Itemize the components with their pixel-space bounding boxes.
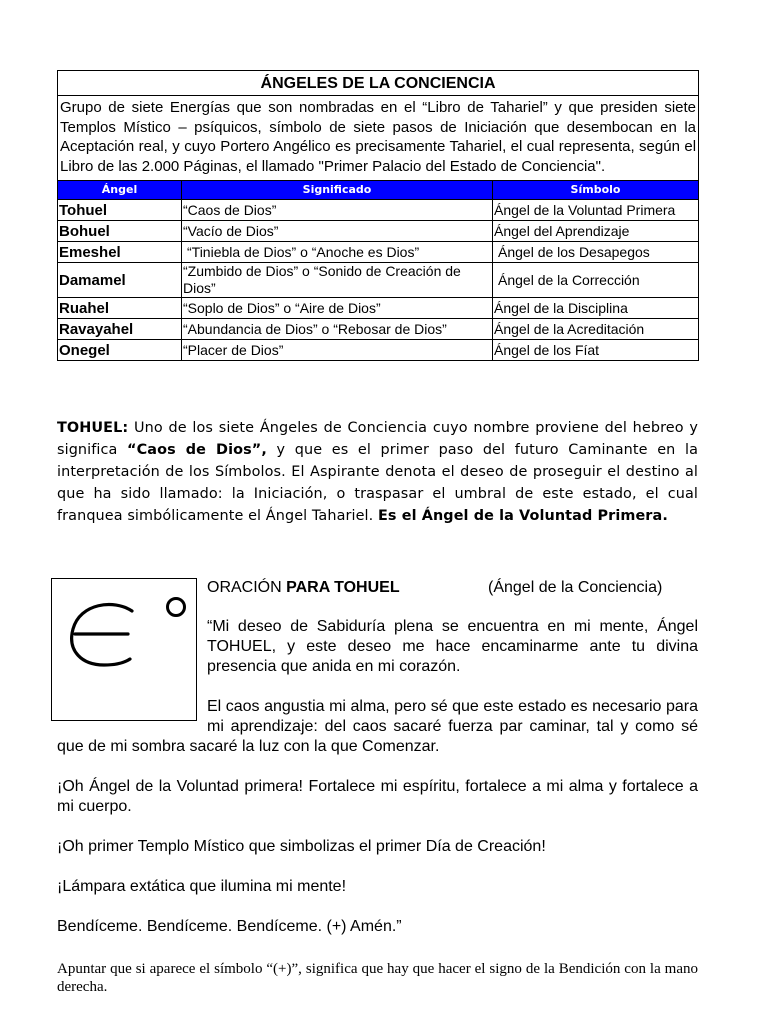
prayer-heading-bold: PARA TOHUEL (286, 579, 400, 596)
prayer-paragraph: ¡Lámpara extática que ilumina mi mente! (57, 878, 347, 895)
table-title: ÁNGELES DE LA CONCIENCIA (58, 71, 699, 96)
prayer-paragraph: “Mi deseo de Sabiduría plena se encuentra en mi mente, Ángel TOHUEL, y este deseo me hace encaminarme ante tu divina presencia que anida en mi corazón. (207, 618, 698, 675)
table-description: Grupo de siete Energías que son nombradas en el “Libro de Tahariel” y que presiden siete Templos Místico – psíquicos, símbolo de siete pasos de Iniciación que desembocan en la Aceptación real, y cuyo Portero Angélico es precisamente Tahariel, el cual representa, según el Libro de las 2.000 Páginas, el llamado "Primer Palacio del Estado de Conciencia". (58, 96, 699, 181)
angel-name: Bohuel (58, 221, 182, 242)
angel-symbol: Ángel de la Voluntad Primera (493, 200, 699, 221)
prayer-paragraph: El caos angustia mi alma, pero sé que este estado es necesario para mi aprendizaje: del caos sacaré fuerza par caminar, tal y como sé que de mi sombra sacaré la luz con la que Comenzar. (57, 698, 698, 755)
angel-meaning: “Tiniebla de Dios” o “Anoche es Dios” (182, 242, 493, 263)
prayer-text (57, 617, 698, 957)
table-row (58, 242, 699, 263)
angels-table (57, 70, 699, 361)
intro-text-1: Uno de los siete Ángeles de Conciencia cuyo nombre proviene del hebreo y significa (57, 420, 698, 458)
angel-name: Tohuel (58, 200, 182, 221)
column-header-symbol: Símbolo (493, 181, 699, 200)
prayer-paragraph: ¡Oh primer Templo Místico que simbolizas el primer Día de Creación! (57, 838, 546, 855)
table-row (58, 298, 699, 319)
table-row (58, 319, 699, 340)
column-header-angel: Ángel (58, 181, 182, 200)
table-row (58, 200, 699, 221)
angel-meaning: “Vacío de Dios” (182, 221, 493, 242)
intro-closing: Es el Ángel de la Voluntad Primera. (378, 508, 668, 524)
table-row (58, 340, 699, 361)
angel-symbol: Ángel de la Disciplina (493, 298, 699, 319)
table-row (58, 221, 699, 242)
table-header-row (58, 181, 699, 200)
angel-symbol: Ángel de la Acreditación (493, 319, 699, 340)
footnote: Apuntar que si aparece el símbolo “(+)”, significa que hay que hacer el signo de la Bendición con la mano derecha. (57, 961, 698, 995)
angel-meaning: “Placer de Dios” (182, 340, 493, 361)
prayer-heading-prefix: ORACIÓN (207, 579, 287, 596)
prayer-paragraph: ¡Oh Ángel de la Voluntad primera! Fortalece mi espíritu, fortalece a mi alma y fortalece a mi cuerpo. (57, 778, 698, 815)
angel-meaning: “Zumbido de Dios” o “Sonido de Creación de Dios” (182, 263, 493, 298)
prayer-heading-note: (Ángel de la Conciencia) (488, 579, 663, 596)
angel-symbol: Ángel de los Fíat (493, 340, 699, 361)
angel-name: Onegel (58, 340, 182, 361)
angel-symbol: Ángel de los Desapegos (493, 242, 699, 263)
angel-name: Damamel (58, 263, 182, 298)
angel-name: Emeshel (58, 242, 182, 263)
angel-symbol: Ángel del Aprendizaje (493, 221, 699, 242)
prayer-heading (207, 578, 707, 598)
angel-name: Ravayahel (58, 319, 182, 340)
prayer-paragraph: Bendíceme. Bendíceme. Bendíceme. (+) Amén.” (57, 918, 402, 935)
tohuel-description (57, 417, 698, 527)
table-row (58, 263, 699, 298)
tohuel-label: TOHUEL: (57, 420, 129, 436)
intro-meaning: “Caos de Dios”, (127, 442, 267, 458)
angel-name: Ruahel (58, 298, 182, 319)
intro-text-2: y que es el primer paso del futuro Caminante en la interpretación de los Símbolos. El Aspirante denota el deseo de proseguir el destino al que ha sido llamado: la Iniciación, o traspasar el umbral de este estado, el cual franquea simbólicamente el Ángel Tahariel. (57, 442, 698, 524)
column-header-meaning: Significado (182, 181, 493, 200)
angel-meaning: “Caos de Dios” (182, 200, 493, 221)
angel-symbol: Ángel de la Corrección (493, 263, 699, 298)
angel-meaning: “Soplo de Dios” o “Aire de Dios” (182, 298, 493, 319)
angel-meaning: “Abundancia de Dios” o “Rebosar de Dios” (182, 319, 493, 340)
